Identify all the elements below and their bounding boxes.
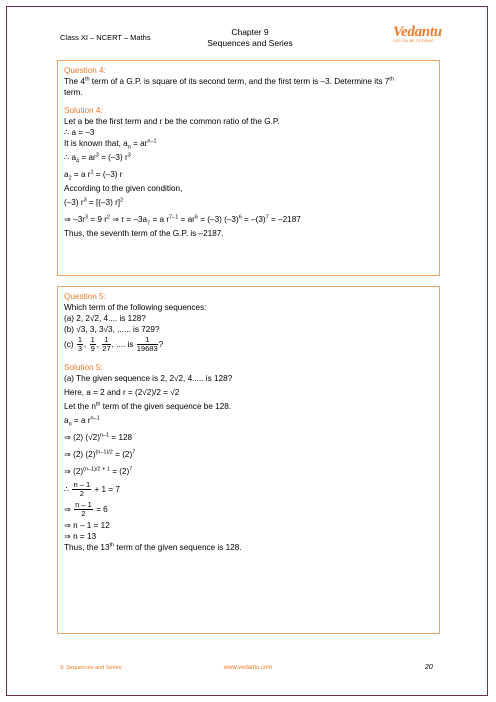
chapter-number: Chapter 9	[231, 27, 269, 37]
question-5-part-a: (a) 2, 2√2, 4.... is 128?	[64, 314, 146, 323]
logo-wordmark: Vedantu	[393, 24, 442, 40]
solution-5-line: Let the $n^{th}$ term of the given sequence be 128.	[64, 401, 232, 411]
question-4-title: Question 4:	[64, 66, 106, 75]
solution-4-line: $a_2 = a$ $r^1 = (-3)$ r	[64, 169, 123, 182]
footer-chapter-label: 9. Sequences and Series	[60, 665, 122, 671]
header-class-label: Class XI – NCERT – Maths	[60, 33, 151, 42]
solution-5-line: ⇒ (2) $(2)^{(n-1)/2} = (2)^7$	[64, 449, 136, 459]
solution-5-line: ⇒ $\frac{n - 1}{2}$ = 6	[64, 500, 108, 519]
question-5-title: Question 5:	[64, 292, 106, 301]
solution-5-line: (a) The given sequence is 2, 2√2, 4..... is 128?	[64, 374, 233, 383]
solution-4-title: Solution 4:	[64, 106, 103, 115]
solution-4-line: It is known that, $a_n = ar^{n-1}$	[64, 138, 157, 151]
chapter-title: Sequences and Series	[207, 38, 293, 48]
question-5-part-c: (c) $\frac{1}{3}$ , $\frac{1}{9}$ , $\frac{1}{27}$ , .... is $\frac{1}{19683}$ ?	[64, 335, 164, 354]
solution-5-line: ⇒ n – 1 = 12	[64, 521, 110, 530]
header-chapter	[170, 27, 330, 49]
solution-5-line: ⇒ (2) $(√2)^{n-1} = 128$	[64, 432, 133, 442]
question-5-box	[57, 286, 440, 634]
question-4-box	[57, 60, 440, 276]
solution-4-line: According to the given condition,	[64, 184, 183, 193]
question-5-part-b: (b) √3, 3, 3√3, ...... is 729?	[64, 325, 160, 334]
solution-5-line: ⇒ n = 13	[64, 532, 97, 541]
vedantu-logo	[393, 24, 447, 48]
solution-4-line: Let a be the first term and r be the common ratio of the G.P.	[64, 117, 280, 126]
solution-4-line: ∴ a = –3	[64, 128, 95, 137]
solution-5-line: Thus, the 13th term of the given sequence is 128.	[64, 542, 242, 552]
solution-4-line: (–3) $r^3 = [(-3)$ r]$^2$	[64, 197, 124, 207]
solution-5-line: $a_n = a$ $r^{n-1}$	[64, 415, 100, 428]
question-5-text: Which term of the following sequences:	[64, 303, 207, 312]
question-4-text-line2: term.	[64, 88, 83, 97]
page-number: 20	[425, 664, 433, 671]
footer-website-link[interactable]: www.vedantu.com	[223, 665, 273, 671]
logo-tagline: LIVE ONLINE TUTORING	[393, 39, 434, 43]
solution-5-line: ∴ $\frac{n - 1}{2}$ + 1 = 7	[64, 480, 120, 499]
solution-5-line: Here, a = 2 and r = (2√2)/2 = √2	[64, 388, 180, 397]
solution-5-line: ⇒ $(2)^{(n-1)/2 + 1} = (2)^7$	[64, 466, 133, 476]
solution-4-line: Thus, the seventh term of the G.P. is –2187.	[64, 229, 224, 238]
solution-4-line: ∴ $a_4 = ar^3 = (-3)$ $r^3$	[64, 152, 131, 165]
question-4-text-line1: The 4th term of a G.P. is square of its second term, and the first term is –3. Determine its 7th	[64, 76, 394, 86]
solution-5-title: Solution 5:	[64, 363, 103, 372]
solution-4-line: ⇒ $-3r^3 = 9$ $r^2$ ⇒ $r = -3a_7 = a$ $r^{7-1} = ar^6 = (-3) (-3)^6 = -(3)^7 = -2187$	[64, 214, 301, 227]
